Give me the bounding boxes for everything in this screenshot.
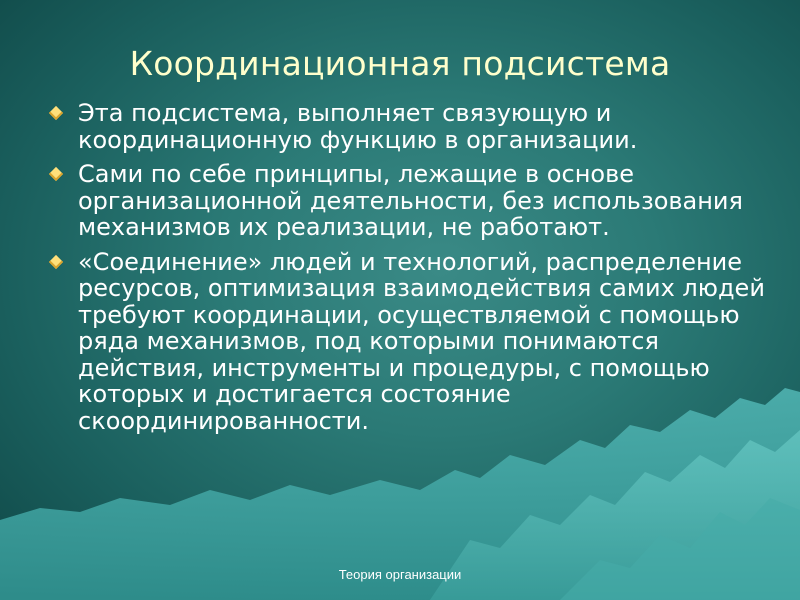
- bullet-text: Сами по себе принципы, лежащие в основе организационной деятельности, без использования механизмов их реализации, не работают.: [78, 160, 743, 241]
- bullet-text: «Соединение» людей и технологий, распределение ресурсов, оптимизация взаимодействия самих людей требуют координации, осуществляемой с помощью ряда механизмов, под которыми понимаются действия, инструменты и процедуры, с помощью которых и достигается состояние скоординированности.: [78, 247, 765, 435]
- bullet-item: [48, 100, 768, 153]
- slide-title: Координационная подсистема: [129, 44, 671, 83]
- diamond-bullet-icon: [49, 167, 63, 181]
- diamond-bullet-icon: [49, 254, 63, 268]
- bullet-list: [48, 100, 768, 442]
- bullet-item: [48, 249, 768, 435]
- bullet-item: [48, 161, 768, 241]
- diamond-bullet-icon: [49, 106, 63, 120]
- slide-footer: Теория организации: [338, 567, 462, 582]
- bullet-text: Эта подсистема, выполняет связующую и координационную функцию в организации.: [78, 99, 638, 154]
